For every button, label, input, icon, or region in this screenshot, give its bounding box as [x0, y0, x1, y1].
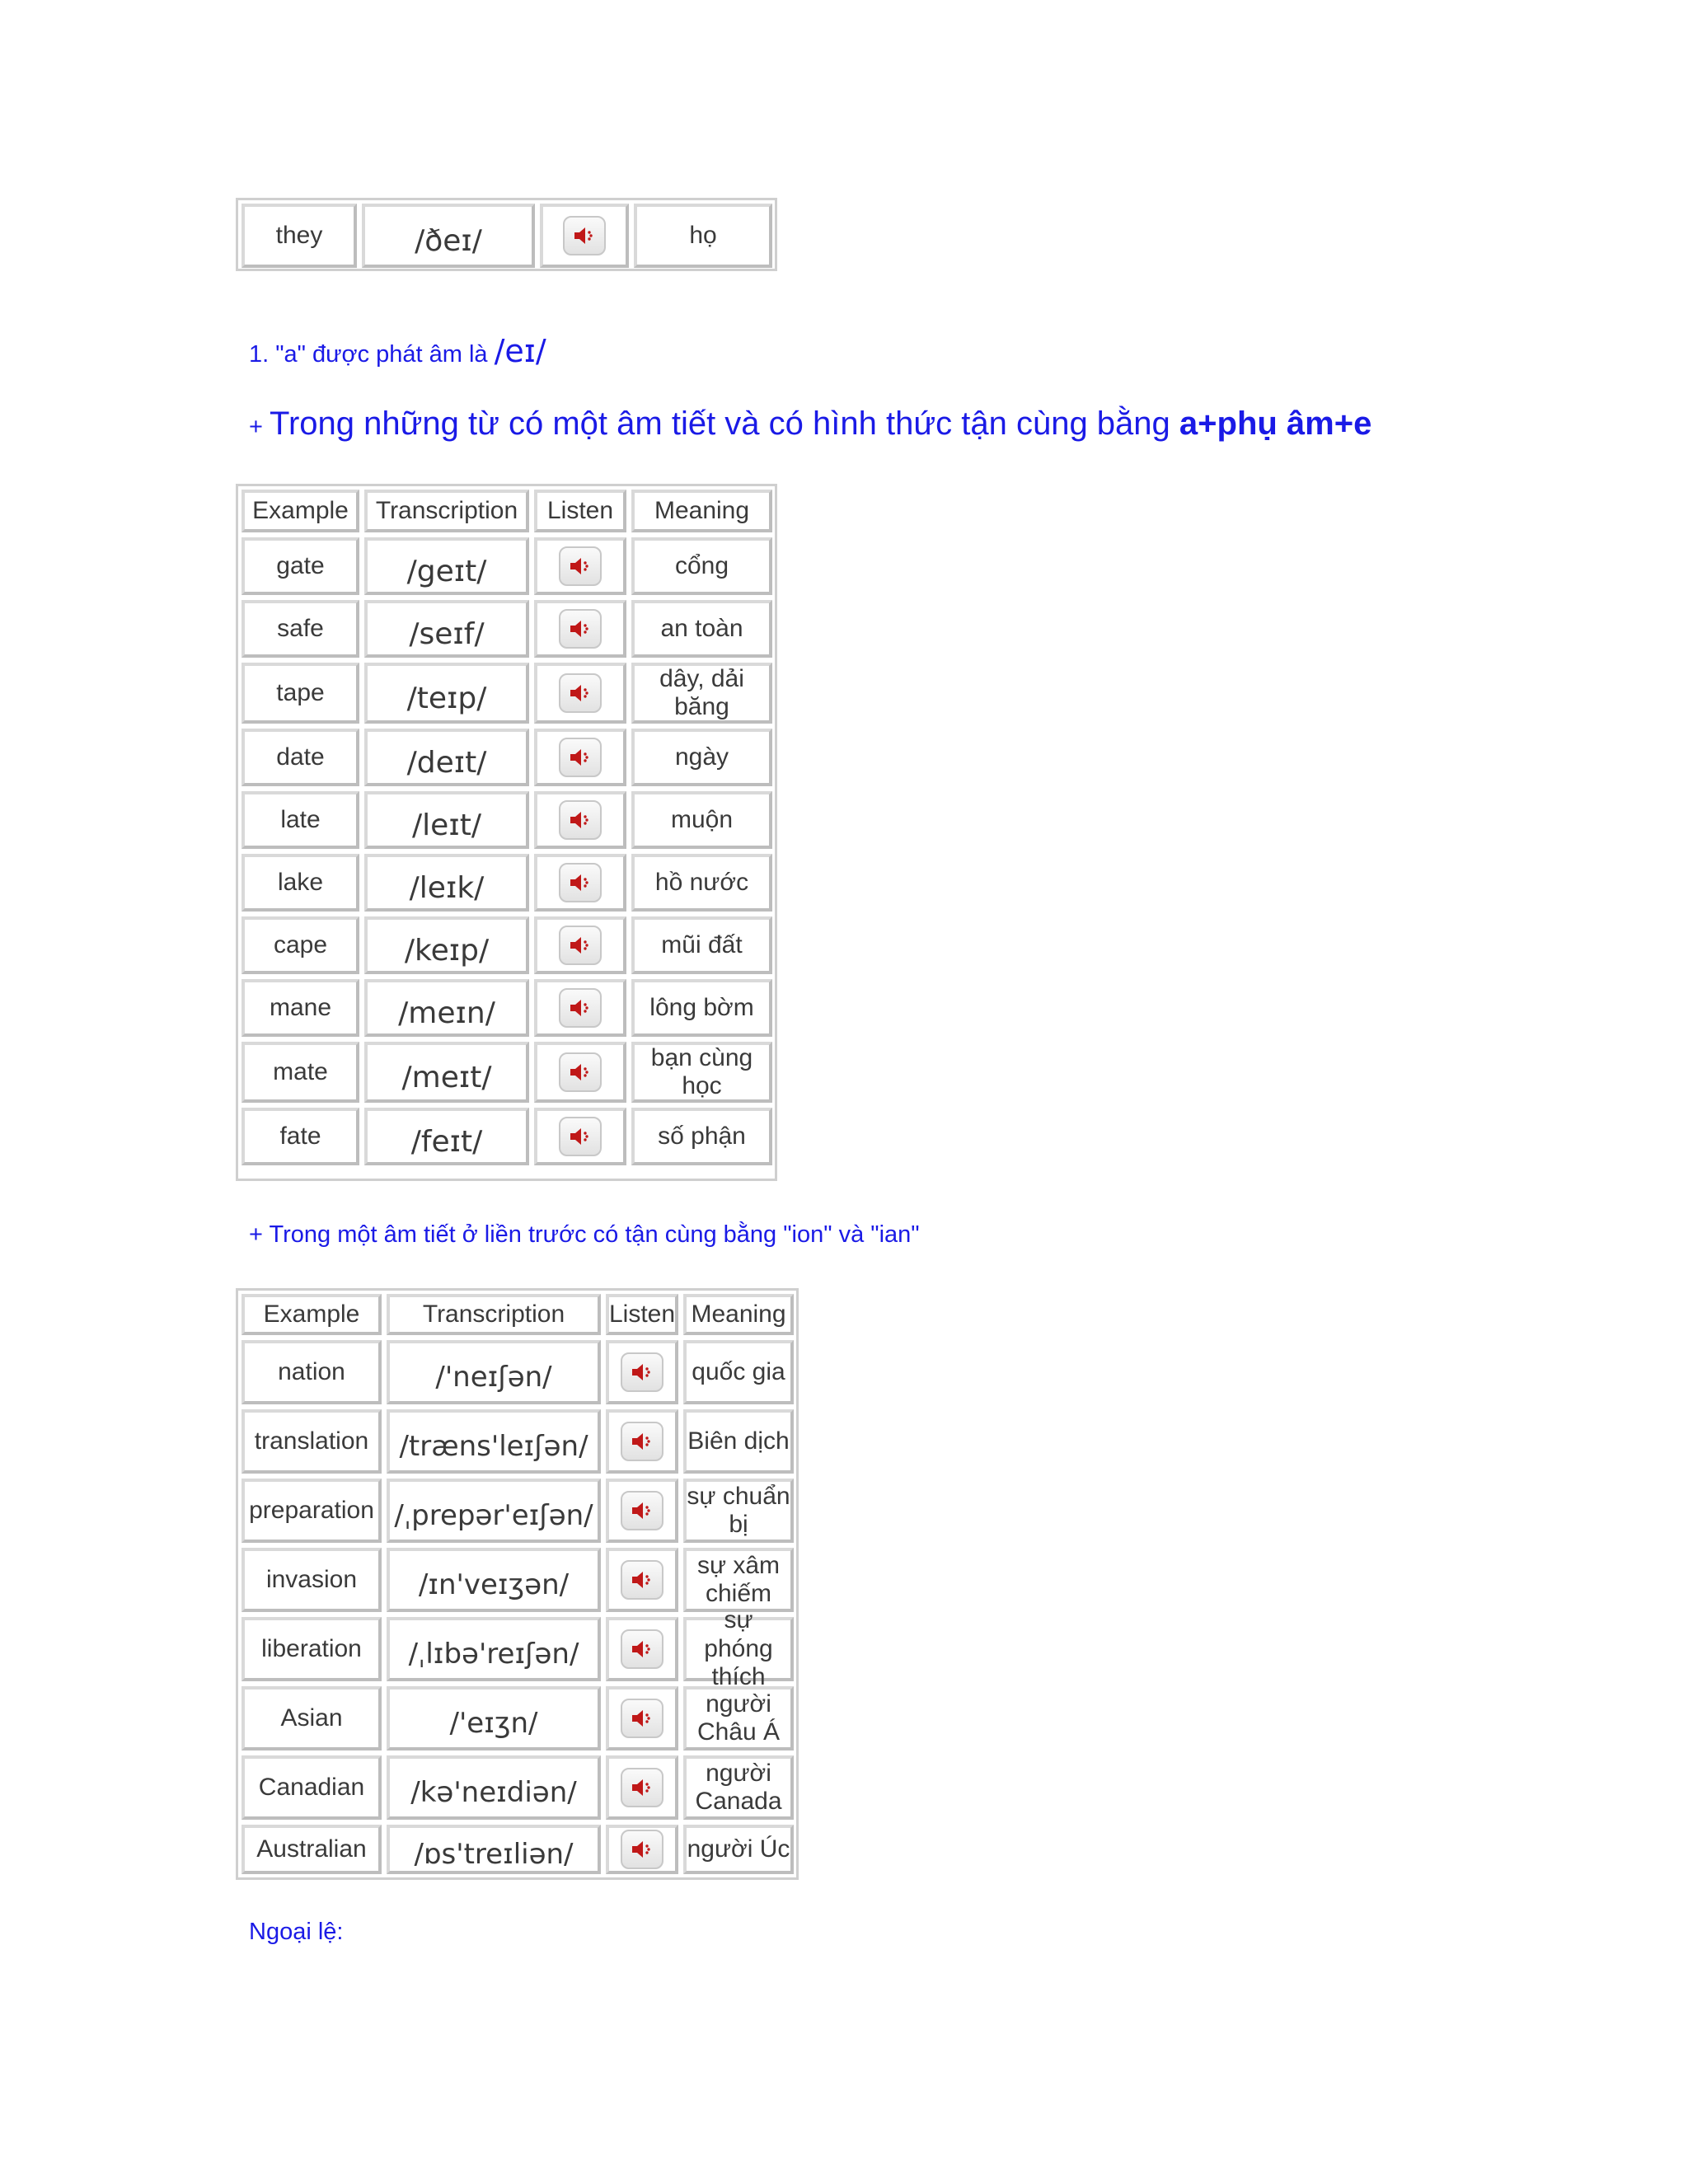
top-row-table	[236, 198, 777, 271]
meaning-cell: số phận	[631, 1108, 772, 1165]
meaning-cell: cổng	[631, 537, 772, 595]
example-cell: mate	[241, 1042, 359, 1103]
transcription-cell: /leɪk/	[364, 854, 529, 912]
table-1	[236, 484, 777, 1181]
speaker-icon[interactable]	[621, 1422, 663, 1461]
transcription-cell: /seɪf/	[364, 600, 529, 658]
meaning-cell: sự xâm chiếm	[683, 1548, 794, 1612]
example-cell: lake	[241, 854, 359, 912]
section-heading	[249, 333, 546, 369]
meaning-cell: muộn	[631, 791, 772, 849]
transcription-cell: /træns'leɪʃən/	[387, 1409, 601, 1474]
rule1-heading	[249, 405, 1372, 443]
rule1-bold: a+phụ âm+e	[1179, 405, 1372, 442]
transcription-cell: /meɪn/	[364, 979, 529, 1037]
speaker-icon[interactable]	[559, 1052, 602, 1092]
example-cell: Australian	[241, 1825, 382, 1874]
listen-cell	[606, 1479, 678, 1543]
meaning-cell: an toàn	[631, 600, 772, 658]
header-transcription: Transcription	[364, 490, 529, 532]
example-cell: fate	[241, 1108, 359, 1165]
transcription-cell: /ɪn'veɪʒən/	[387, 1548, 601, 1612]
meaning-cell: sự phóng thích	[683, 1617, 794, 1681]
example-cell: late	[241, 791, 359, 849]
meaning-cell: người Úc	[683, 1825, 794, 1874]
meaning-cell: quốc gia	[683, 1340, 794, 1404]
meaning-cell: mũi đất	[631, 916, 772, 974]
header-listen: Listen	[534, 490, 626, 532]
listen-cell	[606, 1825, 678, 1874]
rule1-text: Trong những từ có một âm tiết và có hình thức tận cùng bằng	[270, 405, 1179, 442]
transcription-cell: /keɪp/	[364, 916, 529, 974]
speaker-icon[interactable]	[621, 1699, 663, 1738]
example-cell: mane	[241, 979, 359, 1037]
example-cell: Asian	[241, 1686, 382, 1750]
speaker-icon[interactable]	[621, 1768, 663, 1807]
top-example: they	[241, 204, 357, 268]
listen-cell	[534, 537, 626, 595]
transcription-cell: /feɪt/	[364, 1108, 529, 1165]
top-listen-cell	[540, 204, 629, 268]
speaker-icon[interactable]	[559, 988, 602, 1028]
example-cell: date	[241, 729, 359, 786]
speaker-icon[interactable]	[559, 609, 602, 649]
exceptions-label: Ngoại lệ:	[249, 1919, 344, 1945]
header-listen: Listen	[606, 1294, 678, 1335]
transcription-cell: /ˌprepər'eɪʃən/	[387, 1479, 601, 1543]
speaker-icon[interactable]	[559, 926, 602, 965]
header-example: Example	[241, 1294, 382, 1335]
listen-cell	[534, 663, 626, 724]
transcription-cell: /teɪp/	[364, 663, 529, 724]
example-cell: nation	[241, 1340, 382, 1404]
listen-cell	[534, 979, 626, 1037]
transcription-cell: /geɪt/	[364, 537, 529, 595]
example-cell: liberation	[241, 1617, 382, 1681]
example-cell: Canadian	[241, 1755, 382, 1820]
listen-cell	[606, 1340, 678, 1404]
speaker-icon[interactable]	[559, 738, 602, 777]
meaning-cell: dây, dải băng	[631, 663, 772, 724]
meaning-cell: lông bờm	[631, 979, 772, 1037]
listen-cell	[534, 916, 626, 974]
listen-cell	[606, 1409, 678, 1474]
example-cell: tape	[241, 663, 359, 724]
example-cell: gate	[241, 537, 359, 595]
listen-cell	[534, 791, 626, 849]
meaning-cell: người Canada	[683, 1755, 794, 1820]
listen-cell	[534, 1042, 626, 1103]
speaker-icon[interactable]	[621, 1629, 663, 1669]
transcription-cell: /meɪt/	[364, 1042, 529, 1103]
listen-cell	[534, 854, 626, 912]
listen-cell	[606, 1755, 678, 1820]
meaning-cell: hồ nước	[631, 854, 772, 912]
meaning-cell: sự chuẩn bị	[683, 1479, 794, 1543]
speaker-icon[interactable]	[563, 216, 606, 255]
listen-cell	[606, 1548, 678, 1612]
speaker-icon[interactable]	[621, 1352, 663, 1392]
transcription-cell: /'neɪʃən/	[387, 1340, 601, 1404]
speaker-icon[interactable]	[559, 546, 602, 586]
transcription-cell: /deɪt/	[364, 729, 529, 786]
transcription-cell: /'eɪʒn/	[387, 1686, 601, 1750]
rule2-heading: + Trong một âm tiết ở liền trước có tận cùng bằng "ion" và "ian"	[249, 1221, 920, 1248]
speaker-icon[interactable]	[559, 800, 602, 840]
speaker-icon[interactable]	[621, 1491, 663, 1530]
table-2	[236, 1288, 799, 1880]
listen-cell	[534, 600, 626, 658]
listen-cell	[534, 729, 626, 786]
top-meaning: họ	[634, 204, 772, 268]
meaning-cell: ngày	[631, 729, 772, 786]
example-cell: invasion	[241, 1548, 382, 1612]
meaning-cell: người Châu Á	[683, 1686, 794, 1750]
meaning-cell: bạn cùng học	[631, 1042, 772, 1103]
speaker-icon[interactable]	[559, 863, 602, 902]
header-meaning: Meaning	[683, 1294, 794, 1335]
speaker-icon[interactable]	[621, 1830, 663, 1869]
example-cell: safe	[241, 600, 359, 658]
listen-cell	[534, 1108, 626, 1165]
section-heading-text: 1. "a" được phát âm là	[249, 341, 495, 368]
example-cell: preparation	[241, 1479, 382, 1543]
transcription-cell: /ɒs'treɪliən/	[387, 1825, 601, 1874]
rule1-plus: +	[249, 414, 270, 440]
listen-cell	[606, 1686, 678, 1750]
header-transcription: Transcription	[387, 1294, 601, 1335]
speaker-icon[interactable]	[621, 1560, 663, 1600]
meaning-cell: Biên dịch	[683, 1409, 794, 1474]
transcription-cell: /ˌlɪbə'reɪʃən/	[387, 1617, 601, 1681]
listen-cell	[606, 1617, 678, 1681]
top-transcription: /ðeɪ/	[362, 204, 535, 268]
speaker-icon[interactable]	[559, 673, 602, 713]
transcription-cell: /kə'neɪdiən/	[387, 1755, 601, 1820]
example-cell: translation	[241, 1409, 382, 1474]
header-meaning: Meaning	[631, 490, 772, 532]
header-example: Example	[241, 490, 359, 532]
speaker-icon[interactable]	[559, 1117, 602, 1156]
example-cell: cape	[241, 916, 359, 974]
section-heading-ipa: /eɪ/	[494, 333, 546, 369]
transcription-cell: /leɪt/	[364, 791, 529, 849]
